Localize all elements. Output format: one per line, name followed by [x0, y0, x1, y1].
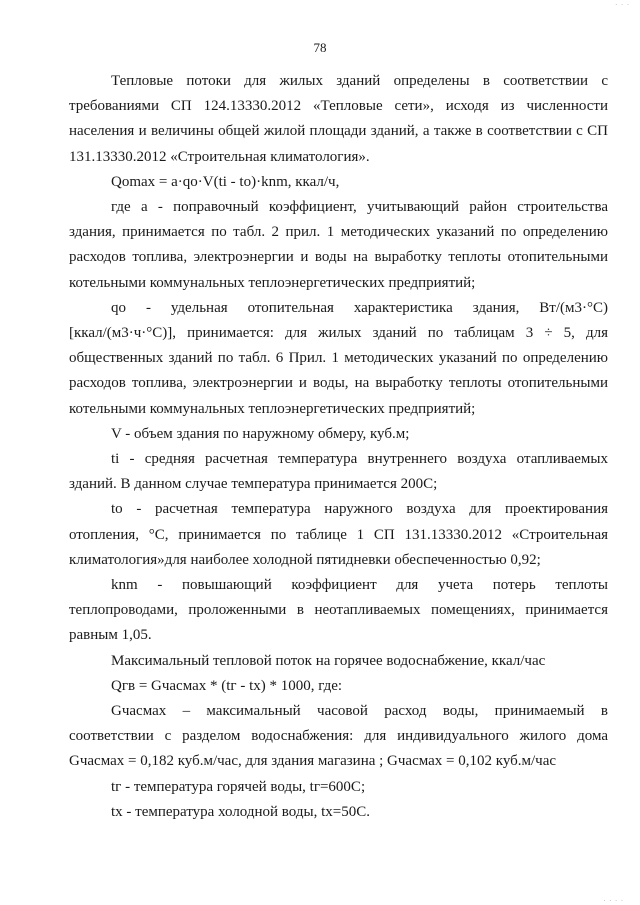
formula-heating-flow: Qomax = a·qo·V(ti - to)·knm, ккал/ч,	[111, 173, 340, 190]
formula-hot-water-flow: Qгв = Gчасмах * (tг - tx) * 1000, где:	[111, 677, 343, 694]
paragraph-hot-water-heading: Максимальный тепловой поток на горячее водоснабжение, ккал/час	[111, 652, 546, 669]
paragraph-volume-v: V - объем здания по наружному обмеру, куб.м;	[111, 425, 410, 442]
paragraph-coefficient-qo: qo - удельная отопительная характеристика здания, Вт/(м3·°С) [ккал/(м3·ч·°С)], принимается: для жилых зданий по таблицам 3 ÷ 5, для общественных зданий по табл. 6 Прил. 1 методических указаний по определению расходов топлива, электроэнергии и воды, на выработку теплоты отопительными котельными коммунальных теплоэнергетических предприятий;	[69, 299, 608, 417]
page-number: 78	[313, 40, 327, 55]
paragraph-hot-water-temperature: tг - температура горячей воды, tг=600С;	[111, 778, 366, 795]
paragraph-coefficient-knm: knm - повышающий коэффициент для учета потерь теплоты теплопроводами, проложенными в неотапливаемых помещениях, принимается равным 1,05.	[69, 577, 608, 644]
paragraph-intro: Тепловые потоки для жилых зданий определены в соответствии с требованиями СП 124.13330.2012 «Тепловые сети», исходя из численности населения и величины общей жилой площади зданий, а также в соответствии с СП 131.13330.2012 «Строительная климатология».	[69, 73, 608, 165]
paragraph-temperature-ti: ti - средняя расчетная температура внутреннего воздуха отапливаемых зданий. В данном случае температура принимается 200С;	[69, 451, 608, 493]
paragraph-temperature-to: to - расчетная температура наружного воздуха для проектирования отопления, °С, принимается по таблице 1 СП 131.13330.2012 «Строительная климатология»для наиболее холодной пятидневки обеспеченностью 0,92;	[69, 501, 608, 568]
scan-artifact-bottom: . . . .	[603, 896, 624, 903]
paragraph-hourly-consumption: Gчасмах – максимальный часовой расход воды, принимаемый в соответствии с разделом водоснабжения: для индивидуального жилого дома Gчасмах = 0,182 куб.м/час, для здания магазина ; Gчасмах = 0,102 куб.м/час	[69, 703, 608, 770]
page-body	[69, 69, 608, 825]
scan-artifact-top: . . .	[615, 0, 630, 7]
paragraph-cold-water-temperature: tх - температура холодной воды, tх=50С.	[111, 803, 370, 820]
paragraph-coefficient-a: где a - поправочный коэффициент, учитывающий район строительства здания, принимается по табл. 2 прил. 1 методических указаний по определению расходов топлива, электроэнергии и воды на выработку теплоты отопительными котельными коммунальных теплоэнергетических предприятий;	[69, 199, 608, 291]
